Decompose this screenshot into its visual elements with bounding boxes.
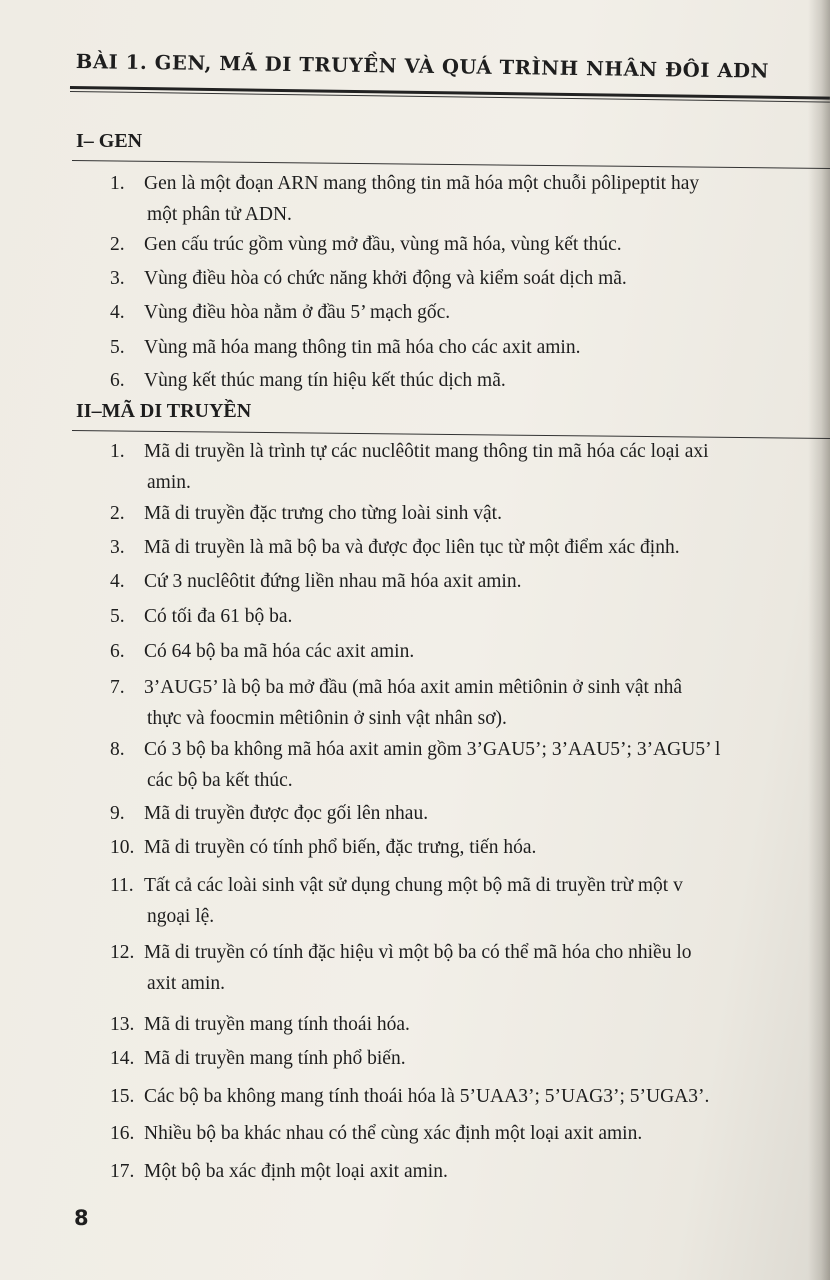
item-text: Mã di truyền là mã bộ ba và được đọc liên tục từ một điểm xác định. — [144, 537, 680, 558]
list-item — [110, 365, 830, 396]
section-heading-gen: I– GEN — [76, 130, 143, 152]
list-item — [110, 297, 830, 328]
item-text: Tất cả các loài sinh vật sử dụng chung một bộ mã di truyền trừ một v — [144, 875, 683, 896]
list-item — [110, 601, 830, 632]
list-item — [110, 870, 830, 932]
list-item — [110, 734, 830, 796]
item-text: Mã di truyền đặc trưng cho từng loài sinh vật. — [144, 503, 502, 524]
item-number: 11. — [110, 875, 134, 896]
item-number: 4. — [110, 302, 125, 323]
list-item — [110, 168, 830, 230]
list-item — [110, 798, 830, 829]
item-text-continued: ngoại lệ. — [147, 906, 215, 927]
list-item — [110, 229, 830, 260]
item-number: 4. — [110, 571, 125, 592]
item-text: Có 3 bộ ba không mã hóa axit amin gồm 3’GAU5’; 3’AAU5’; 3’AGU5’ l — [144, 739, 721, 760]
item-text-continued: thực và foocmin mêtiônin ở sinh vật nhân sơ). — [147, 708, 507, 729]
item-number: 8. — [110, 739, 125, 760]
list-item — [110, 532, 830, 563]
list-item — [110, 1081, 830, 1112]
item-number: 6. — [110, 370, 125, 391]
section-heading-ma-di-truyen: II–MÃ DI TRUYỀN — [76, 400, 252, 422]
item-text: Có 64 bộ ba mã hóa các axit amin. — [144, 641, 415, 662]
list-item — [110, 672, 830, 734]
list-item — [110, 937, 830, 999]
item-number: 5. — [110, 337, 125, 358]
item-text: Mã di truyền mang tính phổ biến. — [144, 1048, 406, 1069]
item-number: 6. — [110, 641, 125, 662]
item-text: Mã di truyền được đọc gối lên nhau. — [144, 803, 429, 824]
list-item — [110, 436, 830, 498]
item-text: Gen cấu trúc gồm vùng mở đầu, vùng mã hóa, vùng kết thúc. — [144, 234, 622, 255]
item-text-continued: amin. — [147, 472, 191, 493]
item-text: Mã di truyền mang tính thoái hóa. — [144, 1014, 410, 1035]
item-number: 9. — [110, 803, 125, 824]
item-text: Vùng kết thúc mang tín hiệu kết thúc dịch mã. — [144, 370, 506, 391]
item-text-continued: các bộ ba kết thúc. — [147, 770, 293, 791]
page-number: 8 — [74, 1206, 89, 1230]
item-text: Vùng điều hòa nằm ở đầu 5’ mạch gốc. — [144, 302, 451, 323]
item-number: 1. — [110, 173, 125, 194]
item-number: 13. — [110, 1014, 135, 1035]
list-item — [110, 1156, 830, 1187]
item-number: 3. — [110, 268, 125, 289]
item-number: 15. — [110, 1086, 135, 1107]
item-number: 2. — [110, 234, 125, 255]
item-text: Nhiều bộ ba khác nhau có thể cùng xác định một loại axit amin. — [144, 1123, 643, 1144]
item-text: Vùng mã hóa mang thông tin mã hóa cho các axit amin. — [144, 337, 581, 358]
item-number: 1. — [110, 441, 125, 462]
item-number: 16. — [110, 1123, 135, 1144]
item-number: 17. — [110, 1161, 135, 1182]
item-number: 10. — [110, 837, 135, 858]
item-text-continued: một phân tử ADN. — [147, 204, 292, 225]
item-text: Vùng điều hòa có chức năng khởi động và kiểm soát dịch mã. — [144, 268, 627, 289]
item-number: 7. — [110, 677, 125, 698]
list-item — [110, 1118, 830, 1149]
item-text: Gen là một đoạn ARN mang thông tin mã hóa một chuỗi pôlipeptit hay — [144, 173, 700, 194]
item-text: Cứ 3 nuclêôtit đứng liền nhau mã hóa axit amin. — [144, 571, 522, 592]
list-item — [110, 1043, 830, 1074]
lesson-title: BÀI 1. GEN, MÃ DI TRUYỀN VÀ QUÁ TRÌNH NHÂN ĐÔI ADN — [75, 50, 770, 83]
item-number: 14. — [110, 1048, 135, 1069]
list-item — [110, 636, 830, 667]
item-text: 3’AUG5’ là bộ ba mở đầu (mã hóa axit amin mêtiônin ở sinh vật nhâ — [144, 677, 682, 698]
item-text: Mã di truyền là trình tự các nuclêôtit mang thông tin mã hóa các loại axi — [144, 441, 709, 462]
item-text: Một bộ ba xác định một loại axit amin. — [144, 1161, 448, 1182]
item-text-continued: axit amin. — [147, 973, 225, 994]
item-number: 2. — [110, 503, 125, 524]
list-item — [110, 1009, 830, 1040]
item-text: Các bộ ba không mang tính thoái hóa là 5’UAA3’; 5’UAG3’; 5’UGA3’. — [144, 1086, 710, 1107]
item-number: 12. — [110, 942, 135, 963]
list-item — [110, 832, 830, 863]
list-item — [110, 498, 830, 529]
item-text: Mã di truyền có tính đặc hiệu vì một bộ ba có thể mã hóa cho nhiều lo — [144, 942, 692, 963]
list-item — [110, 566, 830, 597]
item-text: Có tối đa 61 bộ ba. — [144, 606, 293, 627]
list-item — [110, 263, 830, 294]
list-item — [110, 332, 830, 363]
item-number: 5. — [110, 606, 125, 627]
item-text: Mã di truyền có tính phổ biến, đặc trưng, tiến hóa. — [144, 837, 537, 858]
item-number: 3. — [110, 537, 125, 558]
